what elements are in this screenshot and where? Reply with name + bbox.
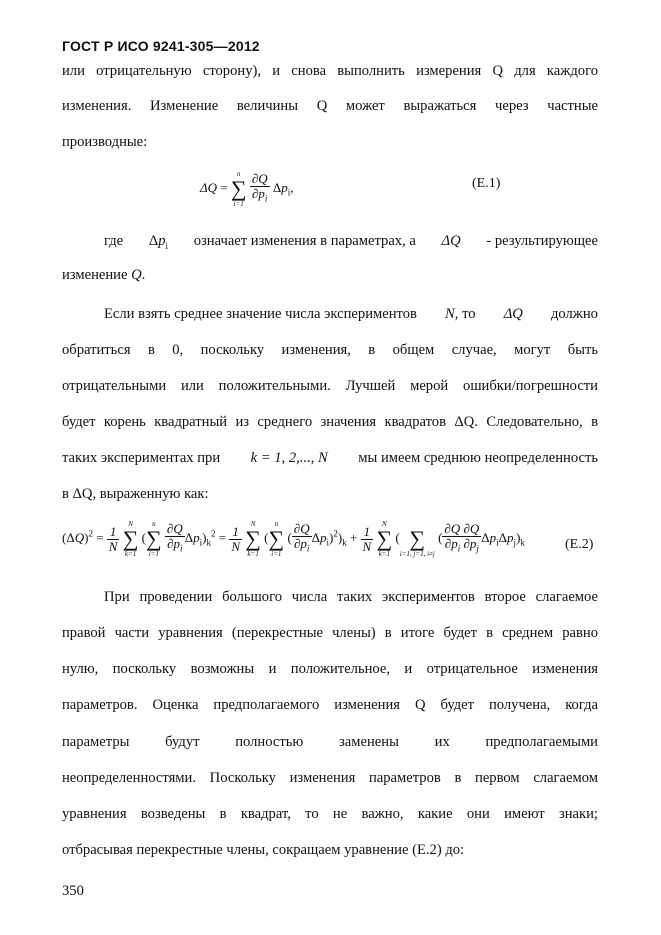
text-line: правой части уравнения (перекрестные члены) в итоге будет в среднем равно: [62, 625, 598, 641]
text-line: При проведении большого числа таких экспериментов второе слагаемое: [104, 589, 598, 605]
text-line: отбрасывая перекрестные члены, сокращаем уравнение (E.2) до:: [62, 842, 465, 858]
text-line: будет корень квадратный из среднего значения квадратов ΔQ. Следовательно, в: [62, 414, 598, 430]
symbol-dq: ΔQ: [503, 306, 523, 322]
text-line: нулю, поскольку возможны и положительное, и отрицательное изменения: [62, 661, 598, 677]
equation-number: (E.1): [472, 176, 501, 191]
text-fragment: означает изменения в параметрах, а: [193, 233, 416, 249]
symbol-dq: ΔQ: [441, 233, 461, 249]
text-line: изменения. Изменение величины Q может выражаться через частные: [62, 98, 598, 114]
text-line: отрицательными или положительными. Лучшей мерой ошибки/погрешности: [62, 378, 598, 394]
text-line: неопределенностями. Поскольку изменения параметров в первом слагаемом: [62, 770, 598, 786]
equation-number: (E.2): [565, 537, 594, 552]
text-fragment: таких экспериментах при: [62, 450, 221, 466]
text-line: [104, 232, 598, 255]
text-line: или отрицательную сторону), и снова выполнить измерения Q для каждого: [62, 63, 598, 79]
symbol-q: Q: [131, 267, 142, 283]
text-line: производные:: [62, 134, 148, 150]
text-fragment: - результирующее: [486, 233, 598, 249]
text-line: в ΔQ, выраженную как:: [62, 486, 209, 502]
page-number: 350: [62, 883, 84, 899]
symbol-dpi: $\Delta p_i$: [148, 233, 169, 251]
text-fragment: должно: [550, 306, 598, 322]
text-fragment: Если взять среднее значение числа экспериментов: [104, 306, 417, 322]
text-line: изменение Q.: [62, 267, 146, 283]
text-fragment: , то: [454, 306, 476, 322]
document-header: ГОСТ Р ИСО 9241-305—2012: [62, 38, 260, 54]
text-line: [104, 305, 598, 323]
text-fragment: где: [104, 233, 124, 249]
equation-e1: ΔQ = n ∑ i=1 $\frac{\partial Q}{\partial p_i}$ $\Delta p_i$,: [200, 170, 294, 208]
symbol-n: N: [445, 306, 455, 322]
symbol-k-range: k = 1, 2,..., N: [250, 450, 328, 466]
text-line: уравнения возведены в квадрат, то не важно, какие они имеют знаки;: [62, 806, 598, 822]
text-line: обратиться в 0, поскольку изменения, в общем случае, могут быть: [62, 342, 598, 358]
text-fragment: изменение: [62, 267, 128, 283]
equation-e2: $(\Delta Q)^2$ = $\frac{1}{N}$ N ∑ k=1 ( n ∑ i=1 $\frac{\partial Q}{\partial p_i}$ $\Delta p_i)_k^2$ = $\frac{1}{N}$ N ∑ k=1 ( n ∑ i=1 ( $\frac{\partial Q}{\partial p_i}$ $\Delta p_i)^2)_k$ + $\frac{1}{N}$ N ∑ k=1 ( ∑ i=1, j=1, i≠j ( $\frac{\partial Q \partial Q}{\partial p_i \partial p_j}$ $\Delta p_i\Delta p_j)_k$: [62, 520, 525, 558]
text-line: параметров. Оценка предполагаемого изменения Q будет получена, когда: [62, 697, 598, 713]
text-fragment: мы имеем среднюю неопределенность: [358, 450, 598, 466]
text-line: параметры будут полностью заменены их предполагаемыми: [62, 734, 598, 750]
text-line: [62, 449, 598, 467]
